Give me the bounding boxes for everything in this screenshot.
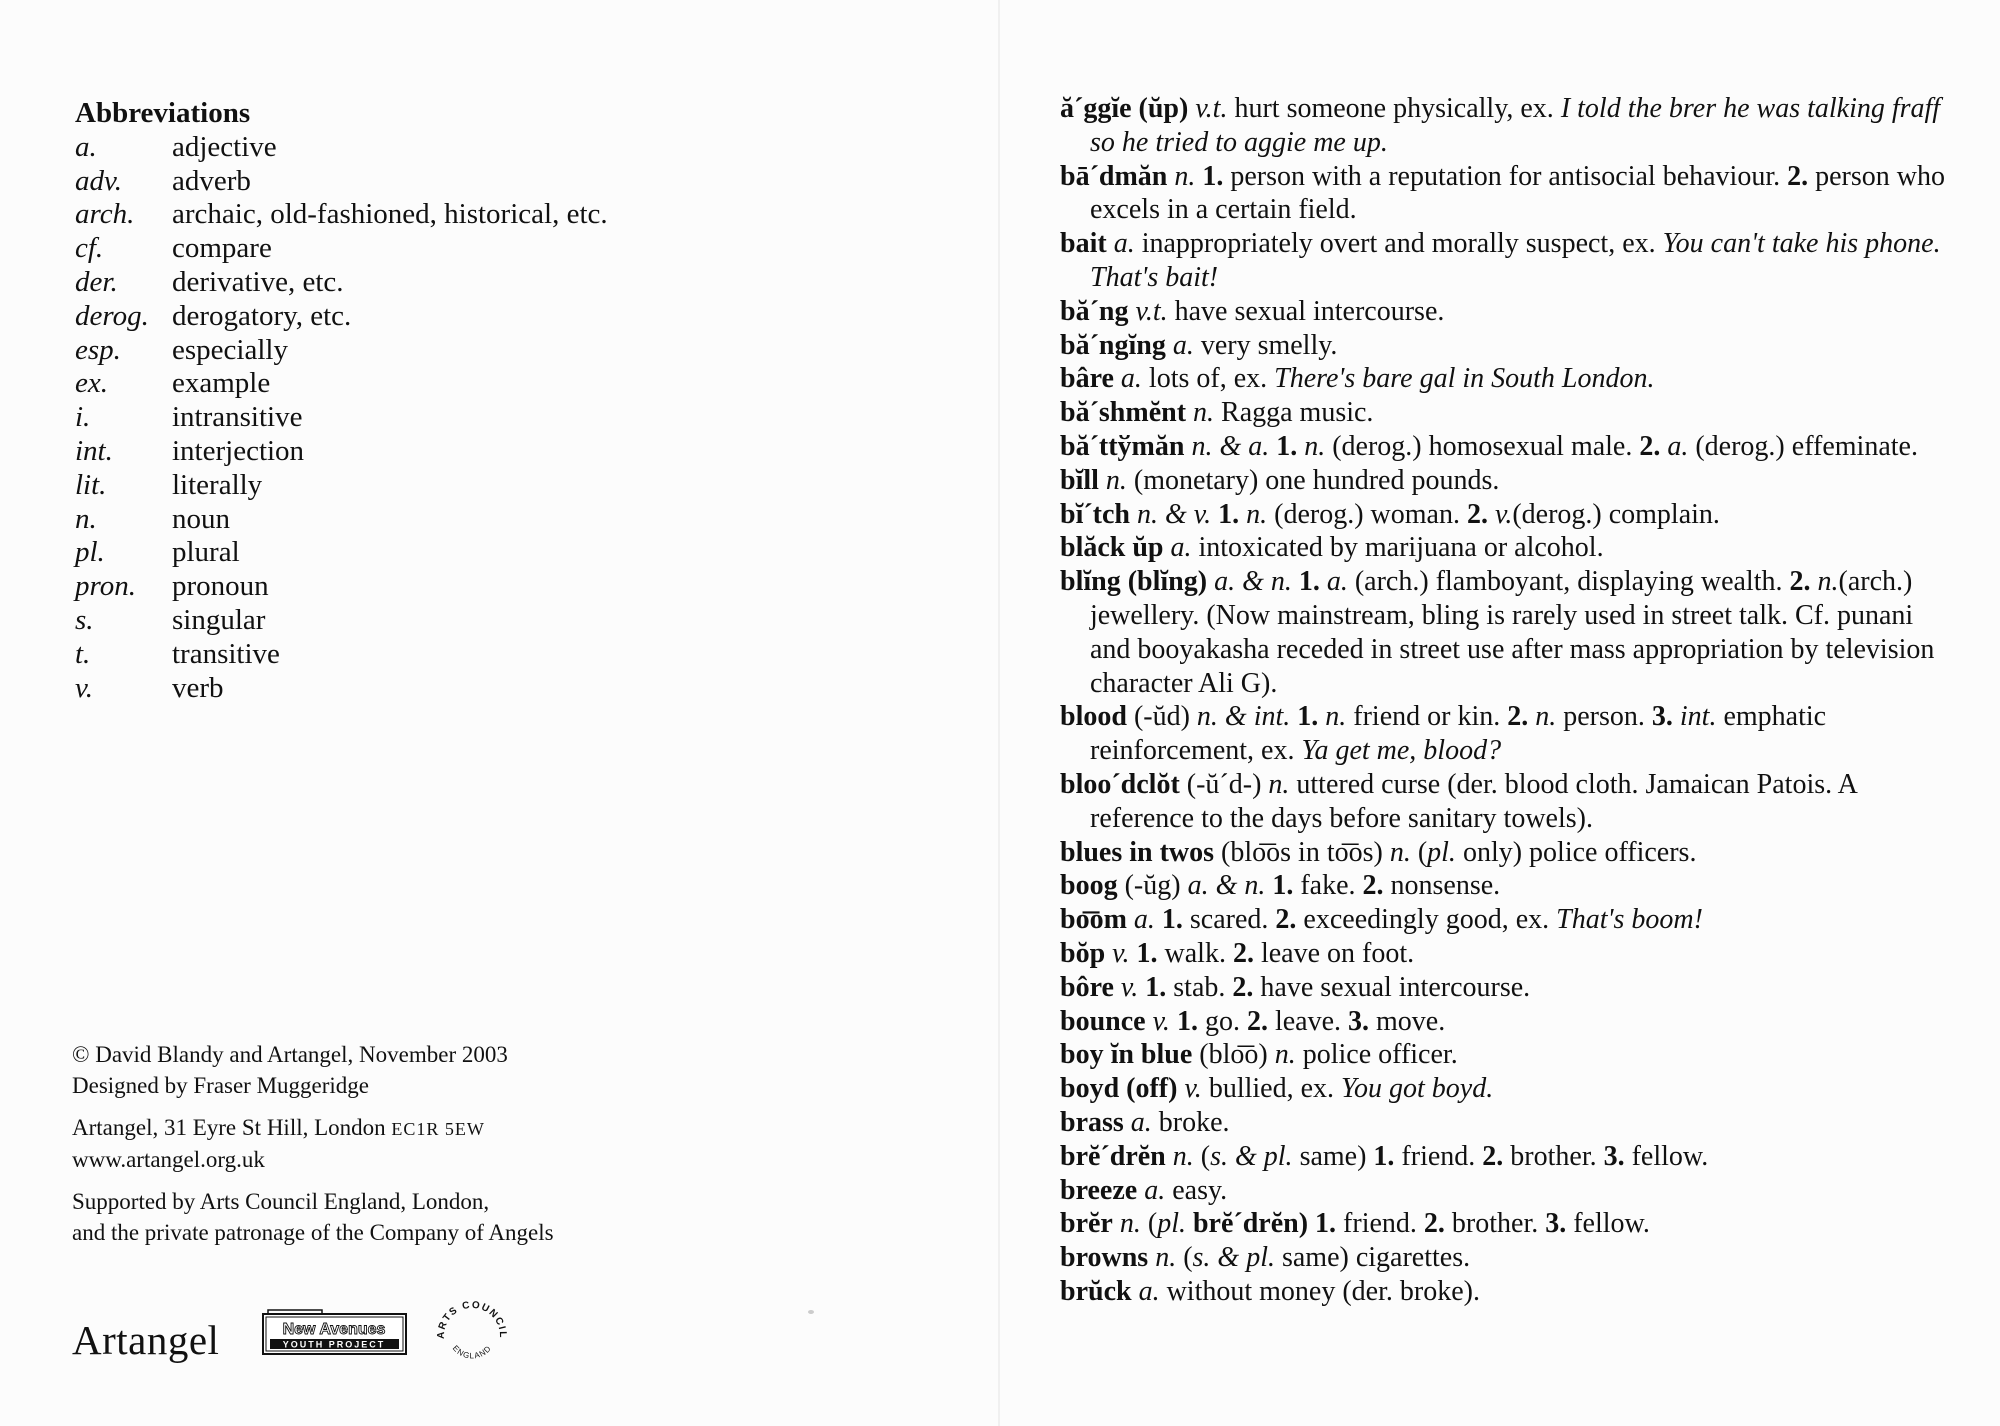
entry-text: person with a reputation for antisocial behaviour. xyxy=(1223,160,1788,192)
entry-italic: s. & pl. xyxy=(1210,1140,1293,1172)
entry-headword: brass xyxy=(1060,1106,1124,1138)
abbreviation-row xyxy=(75,367,608,401)
entry-text: friend. xyxy=(1394,1140,1483,1172)
new-avenues-logo xyxy=(262,1308,407,1356)
entry-headword: 1. xyxy=(1202,160,1224,192)
abbreviation-row xyxy=(75,401,608,435)
abbreviation-key: n. xyxy=(75,502,97,535)
entry-text: very smelly. xyxy=(1193,329,1338,361)
arts-council-england-text: ENGLAND xyxy=(450,1343,494,1361)
entry-text xyxy=(1155,904,1162,935)
entry-text xyxy=(1132,1276,1139,1307)
svg-text:ENGLAND xyxy=(451,1344,493,1361)
entry-text: (blo͞os in to͞os) xyxy=(1214,836,1390,868)
abbreviation-row xyxy=(75,570,608,604)
new-avenues-text: New Avenues xyxy=(282,1321,386,1338)
entry-italic: s. & pl. xyxy=(1192,1242,1275,1274)
entry-text xyxy=(1127,904,1134,935)
entry-text xyxy=(1186,1208,1193,1239)
entry-text: uttered curse (der. blood cloth. Jamaican Patois. A reference to the days before sanitary towels). xyxy=(1090,768,1857,834)
entry-headword: 2. xyxy=(1639,430,1661,462)
abbreviation-meaning: singular xyxy=(172,603,266,636)
entry-text: (derog.) homosexual male. xyxy=(1325,430,1640,462)
entry-italic: a. xyxy=(1170,532,1192,564)
dictionary-entry xyxy=(1060,1038,1960,1072)
entry-headword: 2. xyxy=(1423,1208,1445,1240)
abbreviation-meaning: adjective xyxy=(172,130,277,163)
logo-row xyxy=(72,1300,572,1380)
entry-text: (derog.) complain. xyxy=(1512,498,1720,530)
dictionary-entry xyxy=(1060,768,1960,836)
entry-italic: I told the brer he was talking fraff so he tried to aggie me up. xyxy=(1090,93,1941,158)
entry-headword: 1. xyxy=(1145,971,1167,1003)
entry-headword: 1. xyxy=(1373,1140,1395,1172)
dictionary-entry xyxy=(1060,464,1960,498)
dictionary-entry xyxy=(1060,869,1960,903)
entry-text: scared. xyxy=(1182,904,1276,936)
abbreviation-key: adv. xyxy=(75,164,122,197)
entry-italic: a. & n. xyxy=(1187,870,1266,902)
dictionary-entry xyxy=(1060,430,1960,464)
entry-headword: 1. xyxy=(1276,430,1298,462)
abbreviation-row xyxy=(75,266,608,300)
entry-text: (-ŭg) xyxy=(1117,870,1188,902)
entry-italic: a. xyxy=(1667,430,1689,462)
entry-text: (arch.) jewellery. (Now mainstream, bling is rarely used in street talk. Cf. punani and booyakasha receded in street use after mass appropriation by television character Ali G). xyxy=(1090,566,1935,699)
entry-headword: bă´ng xyxy=(1060,295,1129,327)
entry-headword: bâre xyxy=(1060,363,1114,395)
entry-headword: 1. xyxy=(1218,498,1240,530)
entry-text: (blo͞o) xyxy=(1192,1039,1275,1071)
entry-italic: n. xyxy=(1274,1039,1296,1071)
entry-headword: bĭ´tch xyxy=(1060,498,1130,530)
dictionary-entry xyxy=(1060,1275,1960,1309)
entry-italic: pl. xyxy=(1157,1208,1186,1240)
entry-italic: n. xyxy=(1119,1208,1141,1240)
entry-headword: brĕ´drĕn) xyxy=(1192,1208,1309,1240)
entry-text xyxy=(1166,330,1173,361)
entry-text xyxy=(1320,566,1327,597)
abbreviation-key: arch. xyxy=(75,198,135,231)
entry-headword: blăck ŭp xyxy=(1060,532,1164,564)
abbreviation-key: v. xyxy=(75,671,93,704)
abbreviation-row xyxy=(75,469,608,503)
dictionary-entry xyxy=(1060,498,1960,532)
entry-text: (monetary) one hundred pounds. xyxy=(1126,464,1500,496)
entry-text: leave on foot. xyxy=(1253,937,1415,969)
entry-text: only) police officers. xyxy=(1455,836,1697,868)
entry-text: person. xyxy=(1556,701,1652,733)
abbreviation-row xyxy=(75,536,608,570)
entry-italic: a. & n. xyxy=(1214,566,1292,598)
entry-italic: v. xyxy=(1120,971,1139,1003)
website-link[interactable]: www.artangel.org.uk xyxy=(72,1146,265,1172)
entry-italic: Ya get me, blood? xyxy=(1301,735,1502,767)
abbreviation-meaning: pronoun xyxy=(172,570,269,603)
svg-text:ARTS COUNCIL xyxy=(436,1300,508,1339)
entry-text: (derog.) woman. xyxy=(1267,498,1467,530)
arts-council-logo xyxy=(432,1292,512,1372)
entry-headword: 2. xyxy=(1466,498,1488,530)
abbreviation-meaning: archaic, old-fashioned, historical, etc. xyxy=(172,198,608,231)
abbreviation-meaning: interjection xyxy=(172,434,305,467)
dictionary-entry xyxy=(1060,836,1960,870)
entry-text: easy. xyxy=(1165,1174,1228,1206)
entry-text: person who excels in a certain field. xyxy=(1090,160,1945,226)
abbreviation-key: pron. xyxy=(75,570,136,603)
entry-headword: bă´shmĕnt xyxy=(1060,397,1187,429)
abbreviation-key: lit. xyxy=(75,468,107,501)
dictionary-entry xyxy=(1060,531,1960,565)
abbreviation-meaning: example xyxy=(172,367,271,400)
abbreviations-title: Abbreviations xyxy=(75,97,251,129)
artangel-logo: Artangel xyxy=(72,1317,220,1363)
entry-headword: bĭll xyxy=(1060,464,1099,496)
entry-italic: v. xyxy=(1152,1005,1170,1037)
entry-italic: n. xyxy=(1193,397,1215,429)
entry-text: intoxicated by marijuana or alcohol. xyxy=(1191,532,1604,564)
address-line: Artangel, 31 Eyre St Hill, London xyxy=(72,1115,392,1140)
entry-italic: n. & a. xyxy=(1191,430,1270,462)
abbreviation-meaning: plural xyxy=(172,536,240,569)
entry-text: move. xyxy=(1369,1005,1446,1037)
entry-headword: boy ĭn blue xyxy=(1060,1039,1193,1071)
entry-italic: a. xyxy=(1144,1174,1166,1206)
dictionary-entry xyxy=(1060,362,1960,396)
entry-headword: 2. xyxy=(1507,701,1529,733)
entry-text: (arch.) flamboyant, displaying wealth. xyxy=(1347,566,1790,598)
entry-text: fake. xyxy=(1293,870,1363,902)
entry-italic: There's bare gal in South London. xyxy=(1274,363,1655,395)
abbreviation-meaning: adverb xyxy=(172,164,251,197)
entry-text xyxy=(1099,465,1106,496)
entry-text xyxy=(1488,499,1495,530)
abbreviation-meaning: literally xyxy=(172,468,263,501)
entry-italic: n. & int. xyxy=(1196,701,1291,733)
entry-italic: n. & v. xyxy=(1137,498,1212,530)
entry-italic: v.t. xyxy=(1135,295,1168,327)
entry-italic: n. xyxy=(1535,701,1557,733)
abbreviation-key: ex. xyxy=(75,367,108,400)
entry-text xyxy=(1811,566,1818,597)
entry-text: friend or kin. xyxy=(1346,701,1508,733)
postcode: EC1R 5EW xyxy=(391,1119,485,1139)
entry-headword: bo͞om xyxy=(1060,904,1127,936)
entry-text: brother. xyxy=(1503,1140,1604,1172)
dictionary-entry xyxy=(1060,396,1960,430)
entry-headword: 1. xyxy=(1297,701,1319,733)
dictionary-entry xyxy=(1060,1106,1960,1140)
abbreviation-row xyxy=(75,198,608,232)
entry-headword: breeze xyxy=(1060,1174,1138,1206)
entry-text xyxy=(1207,566,1214,597)
entry-italic: v. xyxy=(1494,498,1513,530)
entry-text xyxy=(1292,566,1299,597)
dictionary-entry xyxy=(1060,1241,1960,1275)
entry-italic: a. xyxy=(1120,363,1142,395)
entry-text xyxy=(1107,228,1114,259)
entry-headword: bait xyxy=(1060,228,1107,260)
abbreviation-key: der. xyxy=(75,265,118,298)
abbreviations-section xyxy=(75,97,608,705)
abbreviation-row xyxy=(75,503,608,537)
abbreviation-key: cf. xyxy=(75,232,104,265)
entry-italic: a. xyxy=(1130,1106,1152,1138)
entry-text xyxy=(1146,1006,1153,1037)
entry-italic: You got boyd. xyxy=(1341,1073,1494,1105)
entry-text xyxy=(1124,1107,1131,1138)
entry-headword: 2. xyxy=(1246,1005,1268,1037)
entry-text: same) cigarettes. xyxy=(1274,1242,1471,1274)
abbreviations-list xyxy=(75,131,608,706)
entry-text: friend. xyxy=(1336,1208,1424,1240)
entry-text: bullied, ex. xyxy=(1201,1073,1342,1105)
abbreviation-row xyxy=(75,232,608,266)
entry-text xyxy=(1308,1208,1315,1239)
entry-headword: 2. xyxy=(1787,160,1809,192)
entry-text: fellow. xyxy=(1624,1140,1709,1172)
entry-text xyxy=(1130,499,1137,530)
abbreviation-row xyxy=(75,672,608,706)
entry-italic: a. xyxy=(1138,1275,1160,1307)
entry-headword: boog xyxy=(1060,870,1118,902)
entry-headword: 3. xyxy=(1603,1140,1625,1172)
entry-headword: 2. xyxy=(1232,971,1254,1003)
dictionary-entry xyxy=(1060,903,1960,937)
entry-text: leave. xyxy=(1267,1005,1348,1037)
dictionary-entry xyxy=(1060,1174,1960,1208)
entry-headword: brĕr xyxy=(1060,1208,1113,1240)
dictionary-entry xyxy=(1060,937,1960,971)
entry-text: ( xyxy=(1140,1208,1158,1240)
abbreviation-meaning: transitive xyxy=(172,637,280,670)
entry-italic: n. xyxy=(1389,836,1411,868)
abbreviation-row xyxy=(75,638,608,672)
entry-headword: 1. xyxy=(1136,937,1158,969)
entry-text xyxy=(1113,1208,1120,1239)
entry-italic: v.t. xyxy=(1195,93,1228,124)
abbreviation-row xyxy=(75,604,608,638)
entry-text: exceedingly good, ex. xyxy=(1296,904,1557,936)
entry-text: without money (der. broke). xyxy=(1159,1275,1480,1307)
entry-headword: bounce xyxy=(1060,1005,1146,1037)
dictionary-entry xyxy=(1060,1072,1960,1106)
dictionary-entries xyxy=(1060,92,1960,1309)
support-line-2: and the private patronage of the Company of Angels xyxy=(72,1219,554,1245)
entry-headword: browns xyxy=(1060,1242,1149,1274)
credits-section xyxy=(72,1040,554,1260)
entry-text xyxy=(1186,397,1193,428)
entry-italic: a. xyxy=(1133,904,1155,936)
entry-text: nonsense. xyxy=(1383,870,1501,902)
entry-text: (derog.) effeminate. xyxy=(1688,430,1918,462)
entry-italic: v. xyxy=(1184,1073,1202,1105)
entry-headword: 1. xyxy=(1161,904,1183,936)
entry-headword: brŭck xyxy=(1060,1275,1132,1307)
youth-project-text: YOUTH PROJECT xyxy=(282,1339,386,1350)
entry-headword: bā´dmăn xyxy=(1060,160,1168,192)
dictionary-entry xyxy=(1060,1207,1960,1241)
abbreviation-key: esp. xyxy=(75,333,121,366)
abbreviation-meaning: derivative, etc. xyxy=(172,265,344,298)
entry-headword: bă´ngĭng xyxy=(1060,329,1166,361)
abbreviation-key: pl. xyxy=(75,536,105,569)
entry-italic: n. xyxy=(1246,498,1268,530)
entry-italic: n. xyxy=(1155,1242,1177,1274)
entry-text: emphatic reinforcement, ex. xyxy=(1090,701,1827,767)
entry-text xyxy=(1114,972,1121,1003)
abbreviation-key: s. xyxy=(75,603,94,636)
abbreviation-row xyxy=(75,435,608,469)
entry-headword: bŏp xyxy=(1060,937,1106,969)
entry-italic: a. xyxy=(1172,329,1194,361)
entry-italic: n. xyxy=(1174,160,1196,192)
right-page xyxy=(1000,0,2000,1426)
abbreviation-key: a. xyxy=(75,130,97,163)
entry-italic: n. xyxy=(1304,430,1326,462)
entry-text: lots of, ex. xyxy=(1141,363,1275,395)
dictionary-entry xyxy=(1060,565,1960,700)
entry-headword: 2. xyxy=(1362,870,1384,902)
dictionary-entry xyxy=(1060,295,1960,329)
dictionary-entry xyxy=(1060,971,1960,1005)
abbreviation-meaning: derogatory, etc. xyxy=(172,299,352,332)
entry-headword: bloo´dclŏt xyxy=(1060,768,1180,800)
abbreviation-meaning: compare xyxy=(172,232,272,265)
dictionary-entry xyxy=(1060,227,1960,295)
entry-text: brother. xyxy=(1444,1208,1546,1240)
entry-text: (-ŭ´d-) xyxy=(1179,768,1269,800)
abbreviation-key: t. xyxy=(75,637,91,670)
abbreviation-meaning: verb xyxy=(172,671,224,704)
abbreviation-meaning: noun xyxy=(172,502,230,535)
entry-headword: 1. xyxy=(1176,1005,1198,1037)
entry-italic: You can't take his phone. That's bait! xyxy=(1090,228,1941,293)
entry-italic: n. xyxy=(1325,701,1347,733)
dictionary-entry xyxy=(1060,329,1960,363)
entry-headword: 2. xyxy=(1275,904,1297,936)
entry-headword: 1. xyxy=(1298,566,1320,598)
entry-italic: n. xyxy=(1105,464,1127,496)
abbreviation-row xyxy=(75,165,608,199)
entry-italic: n. xyxy=(1268,768,1290,800)
abbreviation-key: i. xyxy=(75,401,91,434)
abbreviation-key: derog. xyxy=(75,299,149,332)
copyright-line: © David Blandy and Artangel, November 2003 xyxy=(72,1042,508,1067)
entry-headword: blood xyxy=(1060,701,1127,733)
dictionary-entry xyxy=(1060,92,1960,160)
entry-text: have sexual intercourse. xyxy=(1167,295,1445,327)
entry-italic: v. xyxy=(1112,937,1130,969)
arts-council-text: ARTS COUNCIL xyxy=(435,1299,509,1340)
entry-italic: That's boom! xyxy=(1556,904,1703,936)
abbreviation-meaning: intransitive xyxy=(172,401,303,434)
entry-headword: 3. xyxy=(1651,701,1673,733)
entry-italic: int. xyxy=(1679,701,1717,733)
entry-text: ( xyxy=(1193,1140,1211,1172)
entry-headword: 2. xyxy=(1232,937,1254,969)
entry-headword: blĭng (blĭng) xyxy=(1060,566,1208,598)
dictionary-entry xyxy=(1060,160,1960,228)
entry-headword: 2. xyxy=(1482,1140,1504,1172)
entry-text xyxy=(1114,363,1121,394)
entry-text: walk. xyxy=(1157,937,1233,969)
entry-headword: bôre xyxy=(1060,971,1114,1003)
designer-line: Designed by Fraser Muggeridge xyxy=(72,1072,370,1098)
entry-headword: 2. xyxy=(1789,566,1811,598)
dictionary-entry xyxy=(1060,1005,1960,1039)
entry-text: hurt someone physically, ex. xyxy=(1227,93,1561,124)
entry-text: inappropriately overt and morally suspect, ex. xyxy=(1134,228,1663,260)
entry-text: ( xyxy=(1176,1242,1193,1274)
dictionary-entry xyxy=(1060,1140,1960,1174)
entry-text: same) xyxy=(1292,1140,1374,1172)
entry-headword: brĕ´drĕn xyxy=(1060,1140,1166,1172)
entry-text: go. xyxy=(1197,1005,1247,1037)
abbreviation-meaning: especially xyxy=(172,333,288,366)
entry-headword: boyd (off) xyxy=(1060,1073,1178,1105)
abbreviation-row xyxy=(75,300,608,334)
entry-headword: bă´ttўmăn xyxy=(1060,430,1185,462)
entry-headword: 1. xyxy=(1272,870,1294,902)
entry-headword: ă´ggĭe (ŭp) xyxy=(1060,93,1189,124)
entry-italic: n. xyxy=(1172,1140,1194,1172)
entry-italic: a. xyxy=(1326,566,1348,598)
entry-italic: pl. xyxy=(1427,836,1456,868)
entry-text xyxy=(1130,938,1137,969)
support-line-1: Supported by Arts Council England, London, xyxy=(72,1189,490,1214)
entry-text xyxy=(1673,701,1680,732)
entry-headword: 3. xyxy=(1545,1208,1567,1240)
entry-text: (-ŭd) xyxy=(1126,701,1197,733)
entry-text xyxy=(1170,1006,1177,1037)
entry-italic: a. xyxy=(1113,228,1135,260)
entry-text: have sexual intercourse. xyxy=(1253,971,1531,1003)
entry-text xyxy=(1166,1141,1173,1172)
entry-text: stab. xyxy=(1166,971,1233,1003)
entry-text: fellow. xyxy=(1566,1208,1650,1240)
abbreviation-row xyxy=(75,131,608,165)
entry-headword: 3. xyxy=(1348,1005,1369,1037)
entry-text: police officer. xyxy=(1295,1039,1458,1071)
entry-headword: blues in twos xyxy=(1060,836,1215,868)
entry-text: broke. xyxy=(1151,1106,1230,1138)
abbreviation-key: int. xyxy=(75,434,113,467)
entry-italic: n. xyxy=(1817,566,1839,598)
entry-text: ( xyxy=(1410,836,1428,868)
entry-headword: 1. xyxy=(1315,1208,1337,1240)
paper-mark xyxy=(808,1310,814,1314)
entry-text: Ragga music. xyxy=(1214,397,1374,429)
abbreviation-row xyxy=(75,334,608,368)
dictionary-entry xyxy=(1060,700,1960,768)
entry-text xyxy=(1164,532,1171,563)
